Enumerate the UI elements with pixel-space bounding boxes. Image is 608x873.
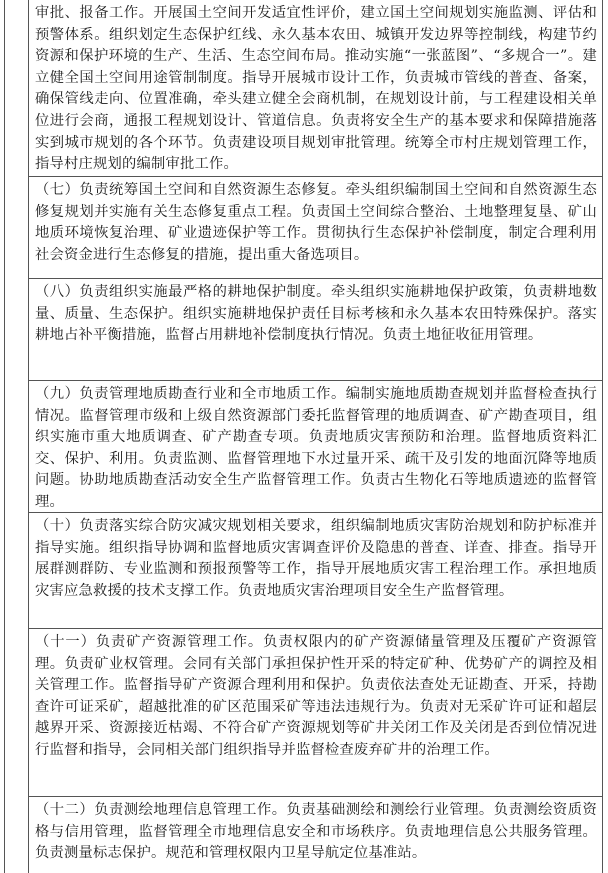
paragraph-item-12: （十二）负责测绘地理信息管理工作。负责基础测绘和测绘行业管理。负责测绘资质资格与信用管理，监督管理全市地理信息安全和市场秩序。负责地理信息公共服务管理。负责测量标志保护。规范和管理权限内卫星导航定位基准站。 — [35, 802, 597, 862]
row-divider — [28, 380, 602, 381]
paragraph-planning-approval: 审批、报备工作。开展国土空间开发适宜性评价，建立国土空间规划实施监测、评估和预警体系。组织划定生态保护红线、永久基本农田、城镇开发边界等控制线，构建节约资源和保护环境的生产、生活、生态空间布局。推动实施“一张蓝图”、“多规合一”。建立健全国土空间用途管制制度。指导开展城市设计工作，负责城市管线的普查、备案，确保管线走向、位置准确，牵头建立健全会商机制，在规划设计前，与工程建设相关单位进行会商，通报工程规划设计、管道信息。负责将安全生产的基本要求和保障措施落实到城市规划的各个环节。负责建设项目规划审批管理。统筹全市村庄规划管理工作，指导村庄规划的编制审批工作。 — [35, 5, 597, 173]
paragraph-item-9: （九）负责管理地质勘查行业和全市地质工作。编制实施地质勘查规划并监督检查执行情况。监督管理市级和上级自然资源部门委托监督管理的地质调查、矿产勘查项目，组织实施市重大地质调查、矿产勘查专项。负责地质灾害预防和治理。监督地质资料汇交、保护、利用。负责监测、监督管理地下水过量开采、疏干及引发的地面沉降等地质问题。协助地质勘查活动安全生产监督管理工作。负责古生物化石等地质遗迹的监督管理。 — [35, 386, 597, 510]
row-divider — [28, 628, 602, 629]
paragraph-item-8: （八）负责组织实施最严格的耕地保护制度。牵头组织实施耕地保护政策，负责耕地数量、质量、生态保护。组织实施耕地保护责任目标考核和永久基本农田特殊保护。落实耕地占补平衡措施，监督占用耕地补偿制度执行情况。负责土地征收征用管理。 — [35, 284, 597, 344]
paragraph-item-7: （七）负责统筹国土空间和自然资源生态修复。牵头组织编制国土空间和自然资源生态修复规划并实施有关生态修复重点工程。负责国土空间综合整治、土地整理复垦、矿山地质环境恢复治理、矿业遗迹保护等工作。贯彻执行生态保护补偿制度，制定合理利用社会资金进行生态修复的措施，提出重大备选项目。 — [35, 182, 597, 263]
table-column-divider — [28, 0, 29, 873]
paragraph-item-11: （十一）负责矿产资源管理工作。负责权限内的矿产资源储量管理及压覆矿产资源管理。负责矿业权管理。会同有关部门承担保护性开采的特定矿种、优势矿产的调控及相关管理工作。监督指导矿产资源合理利用和保护。负责依法查处无证勘查、开采，持勘查许可证采矿，超越批准的矿区范围采矿等违法违规行为。负责对无采矿许可证和超层越界开采、资源接近枯竭、不符合矿产资源规划等矿井关闭工作及关闭是否到位情况进行监督和指导，会同相关部门组织指导并监督检查废弃矿井的治理工作。 — [35, 634, 597, 758]
paragraph-item-10: （十）负责落实综合防灾减灾规划相关要求，组织编制地质灾害防治规划和防护标准并指导实施。组织指导协调和监督地质灾害调查评价及隐患的普查、详查、排查。指导开展群测群防、专业监测和预报预警等工作，指导开展地质灾害工程治理工作。承担地质灾害应急救援的技术支撑工作。负责地质灾害治理项目安全生产监督管理。 — [35, 518, 597, 599]
row-divider — [28, 512, 602, 513]
table-border-right — [602, 0, 603, 873]
row-divider — [28, 278, 602, 279]
table-border-left — [4, 0, 5, 873]
row-divider — [28, 796, 602, 797]
row-divider — [28, 176, 602, 177]
